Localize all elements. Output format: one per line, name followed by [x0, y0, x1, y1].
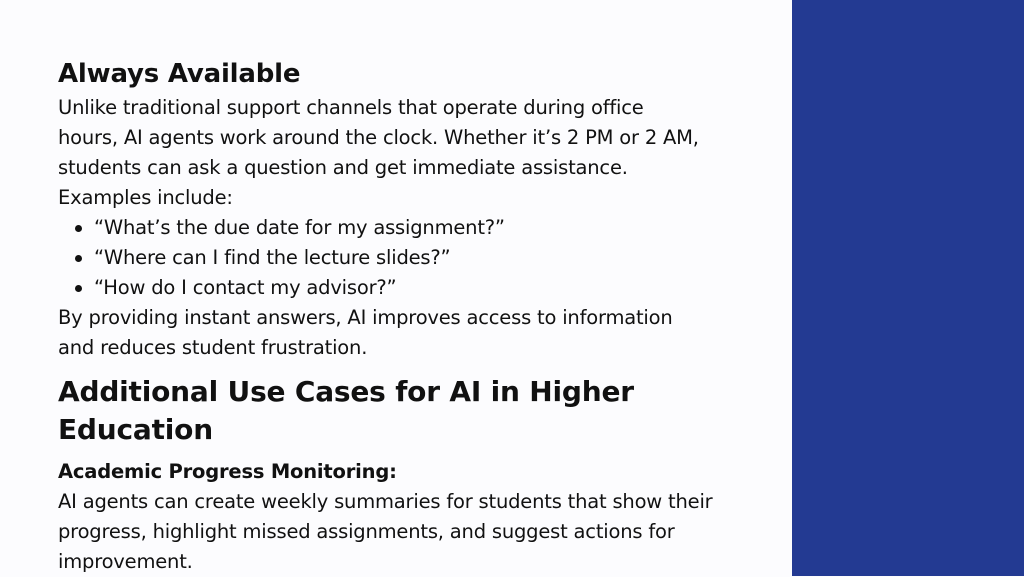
example-text: “How do I contact my advisor?”	[94, 276, 397, 299]
examples-list	[58, 213, 778, 303]
closing-line: By providing instant answers, AI improves access to information	[58, 306, 673, 329]
list-item	[94, 273, 778, 303]
subheading-academic-progress: Academic Progress Monitoring:	[58, 460, 397, 483]
intro-line: hours, AI agents work around the clock. Whether it’s 2 PM or 2 AM,	[58, 126, 699, 149]
intro-line: students can ask a question and get immediate assistance.	[58, 156, 628, 179]
list-item	[94, 243, 778, 273]
section-spacer	[58, 363, 778, 373]
body-line: progress, highlight missed assignments, and suggest actions for	[58, 520, 675, 543]
slide-content	[58, 56, 778, 577]
section-title-additional-use-cases: Additional Use Cases for AI in Higher Education	[58, 375, 634, 446]
intro-line: Examples include:	[58, 186, 233, 209]
bullet-icon	[75, 285, 82, 292]
body-line: improvement.	[58, 550, 193, 573]
example-text: “Where can I find the lecture slides?”	[94, 246, 451, 269]
section-title-always-available: Always Available	[58, 59, 301, 89]
body-line: AI agents can create weekly summaries for students that show their	[58, 490, 713, 513]
bullet-icon	[75, 225, 82, 232]
example-text: “What’s the due date for my assignment?”	[94, 216, 505, 239]
closing-line: and reduces student frustration.	[58, 336, 368, 359]
bullet-icon	[75, 255, 82, 262]
decorative-side-panel	[792, 0, 1024, 576]
list-item	[94, 213, 778, 243]
intro-line: Unlike traditional support channels that operate during office	[58, 96, 644, 119]
